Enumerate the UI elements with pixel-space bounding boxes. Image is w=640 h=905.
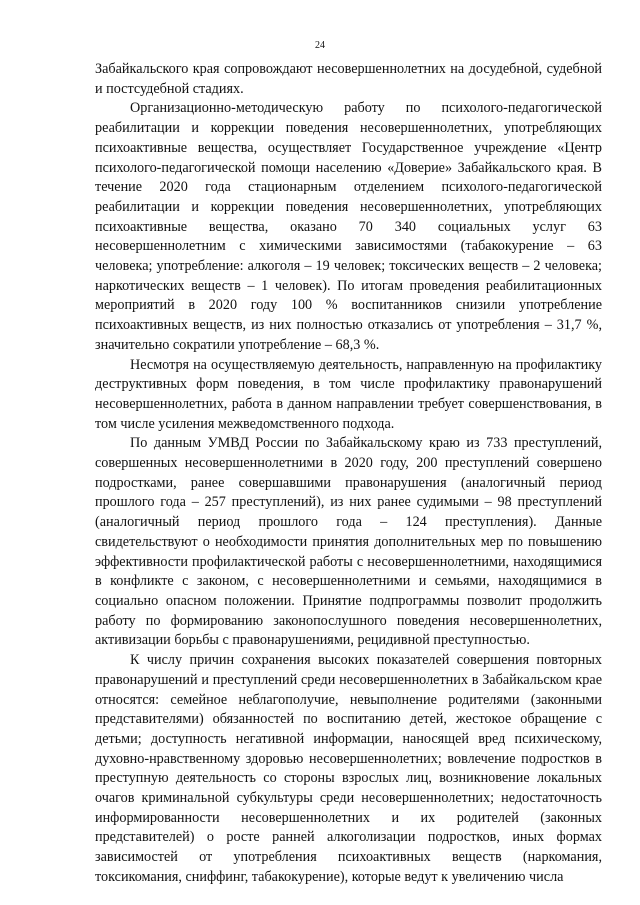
page-number: 24: [315, 40, 325, 51]
body-text: [95, 60, 602, 888]
paragraph-continuation: Забайкальского края сопровождают несовершеннолетних на досудебной, судебной и постсудебной стадиях.: [95, 61, 602, 97]
paragraph-causes: К числу причин сохранения высоких показателей совершения повторных правонарушений и преступлений среди несовершеннолетних в Забайкальском крае относятся: семейное неблагополучие, невыполнение родителями (законными представителями) обязанностей по воспитанию детей, жестокое обращение с детьми; доступность негативной информации, наносящей вред психическому, духовно-нравственному здоровью несовершеннолетних; вовлечение подростков в преступную деятельность со стороны взрослых лиц, возникновение локальных очагов криминальной субкультуры среди несовершеннолетних; недостаточность информированности несовершеннолетних и их родителей (законных представителей) о росте ранней алкоголизации подростков, иных формах зависимостей от употребления психоактивных веществ (наркомания, токсикомания, сниффинг, табакокурение), которые ведут к увеличению числа: [95, 652, 602, 885]
paragraph-umvd-statistics: По данным УМВД России по Забайкальскому краю из 733 преступлений, совершенных несовершеннолетними в 2020 году, 200 преступлений совершено подростками, ранее совершавшими правонарушения (аналогичный период прошлого года – 257 преступлений), из них ранее судимыми – 98 преступлений (аналогичный период прошлого года – 124 преступления). Данные свидетельствуют о необходимости принятия дополнительных мер по повышению эффективности профилактической работы с несовершеннолетними, находящимися в конфликте с законом, с несовершеннолетними и семьями, находящимися в социально опасном положении. Принятие подпрограммы позволит продолжить работу по формированию законопослушного поведения несовершеннолетних, активизации борьбы с правонарушениями, рецидивной преступностью.: [95, 435, 602, 649]
paragraph-prevention-work: Несмотря на осуществляемую деятельность, направленную на профилактику деструктивных форм поведения, в том числе профилактику правонарушений несовершеннолетних, работа в данном направлении требует совершенствования, в том числе усиления межведомственного подхода.: [95, 356, 602, 432]
paragraph-center-doverie: Организационно-методическую работу по психолого-педагогической реабилитации и коррекции поведения несовершеннолетних, употребляющих психоактивные вещества, осуществляет Государственное учреждение «Центр психолого-педагогической помощи населению «Доверие» Забайкальского края. В течение 2020 года стационарным отделением психолого-педагогической реабилитации и коррекции поведения несовершеннолетних, употребляющих психоактивные вещества, оказано 70 340 социальных услуг 63 несовершеннолетним с химическими зависимостями (табакокурение – 63 человека; употребление: алкоголя – 19 человек; токсических веществ – 2 человека; наркотических веществ – 1 человек). По итогам проведения реабилитационных мероприятий в 2020 году 100 % воспитанников снизили употребление психоактивных веществ, из них полностью отказались от употребления – 31,7 %, значительно сократили употребление – 68,3 %.: [95, 100, 602, 353]
